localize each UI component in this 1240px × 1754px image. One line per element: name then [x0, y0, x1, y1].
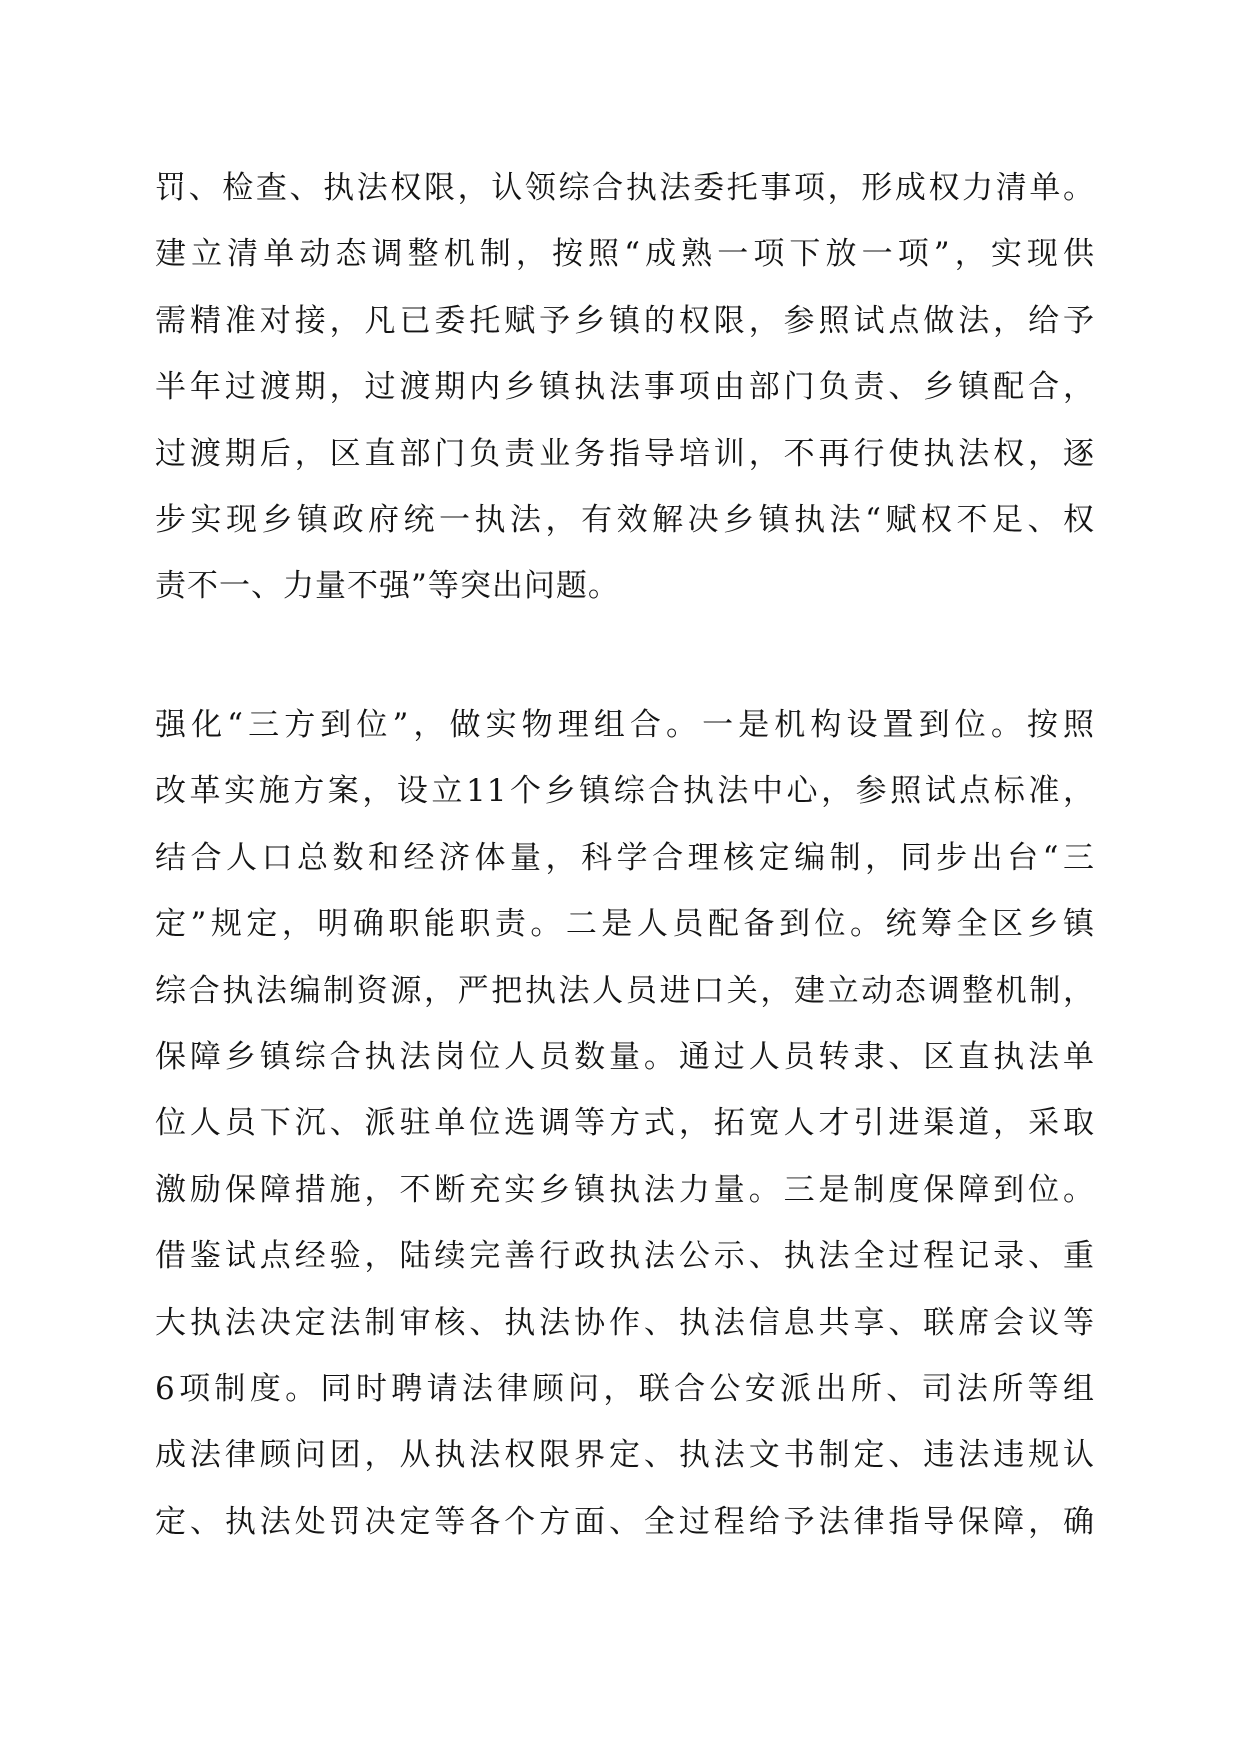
text-line: 建立清单动态调整机制，按照“成熟一项下放一项”，实现供	[155, 236, 1095, 273]
text-line: 罚、检查、执法权限，认领综合执法委托事项，形成权力清单。	[155, 170, 1095, 206]
text-line: 位人员下沉、派驻单位选调等方式，拓宽人才引进渠道，采取	[155, 1105, 1095, 1142]
paragraph-power-list	[155, 155, 1095, 620]
text-line: 综合执法编制资源，严把执法人员进口关，建立动态调整机制，	[155, 972, 1095, 1009]
text-line: 需精准对接，凡已委托赋予乡镇的权限，参照试点做法，给予	[155, 302, 1095, 339]
text-line: 激励保障措施，不断充实乡镇执法力量。三是制度保障到位。	[155, 1171, 1095, 1208]
text-line: 步实现乡镇政府统一执法，有效解决乡镇执法“赋权不足、权	[155, 501, 1095, 538]
text-line: 改革实施方案，设立11个乡镇综合执法中心，参照试点标准，	[155, 773, 1095, 810]
text-line: 成法律顾问团，从执法权限界定、执法文书制定、违法违规认	[155, 1437, 1095, 1474]
paragraph-three-in-place	[155, 692, 1095, 1555]
text-line: 责不一、力量不强”等突出问题。	[155, 568, 620, 605]
text-line: 定、执法处罚决定等各个方面、全过程给予法律指导保障，确	[155, 1503, 1095, 1540]
text-line: 过渡期后，区直部门负责业务指导培训，不再行使执法权，逐	[155, 435, 1095, 472]
text-line: 强化“三方到位”，做实物理组合。一是机构设置到位。按照	[155, 707, 1095, 743]
text-line: 保障乡镇综合执法岗位人员数量。通过人员转隶、区直执法单	[155, 1038, 1095, 1075]
text-line: 借鉴试点经验，陆续完善行政执法公示、执法全过程记录、重	[155, 1238, 1095, 1275]
text-line: 6项制度。同时聘请法律顾问，联合公安派出所、司法所等组	[155, 1370, 1095, 1407]
text-line: 定”规定，明确职能职责。二是人员配备到位。统筹全区乡镇	[155, 906, 1095, 943]
text-line: 半年过渡期，过渡期内乡镇执法事项由部门负责、乡镇配合，	[155, 369, 1095, 406]
text-line: 大执法决定法制审核、执法协作、执法信息共享、联席会议等	[155, 1304, 1095, 1341]
text-line: 结合人口总数和经济体量，科学合理核定编制，同步出台“三	[155, 839, 1095, 876]
